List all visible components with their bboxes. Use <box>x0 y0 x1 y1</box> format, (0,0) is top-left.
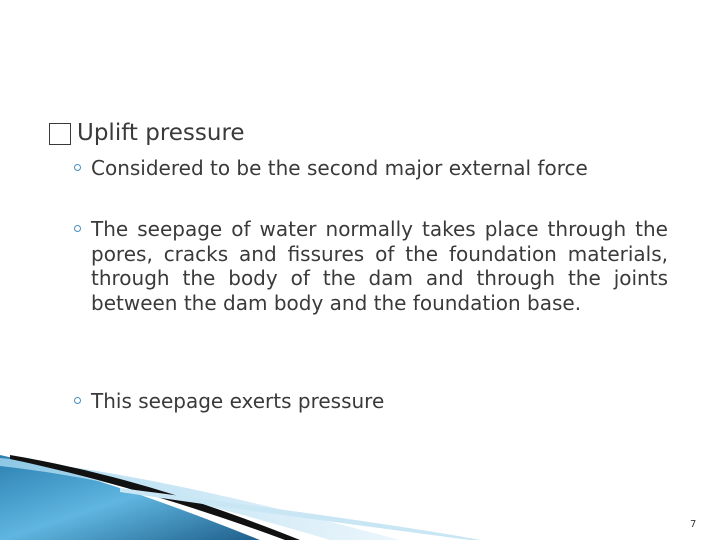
hollow-circle-bullet-icon <box>74 164 81 171</box>
page-number: 7 <box>690 519 697 530</box>
bullet-item <box>74 217 668 315</box>
hollow-circle-bullet-icon <box>74 397 81 404</box>
bullet-text: This seepage exerts pressure <box>91 389 385 413</box>
empty-square-icon <box>49 123 71 145</box>
slide-heading: Uplift pressure <box>77 120 245 146</box>
bullet-item <box>74 389 668 414</box>
bullet-text: The seepage of water normally takes place through the pores, cracks and fissures of the foundation materials, through the body of the dam and through the joints between the dam body and the foundation base. <box>91 217 668 315</box>
hollow-circle-bullet-icon <box>74 225 81 232</box>
heading-row <box>49 118 245 148</box>
bullet-text: Considered to be the second major external force <box>91 156 588 180</box>
bullet-item <box>74 156 668 181</box>
